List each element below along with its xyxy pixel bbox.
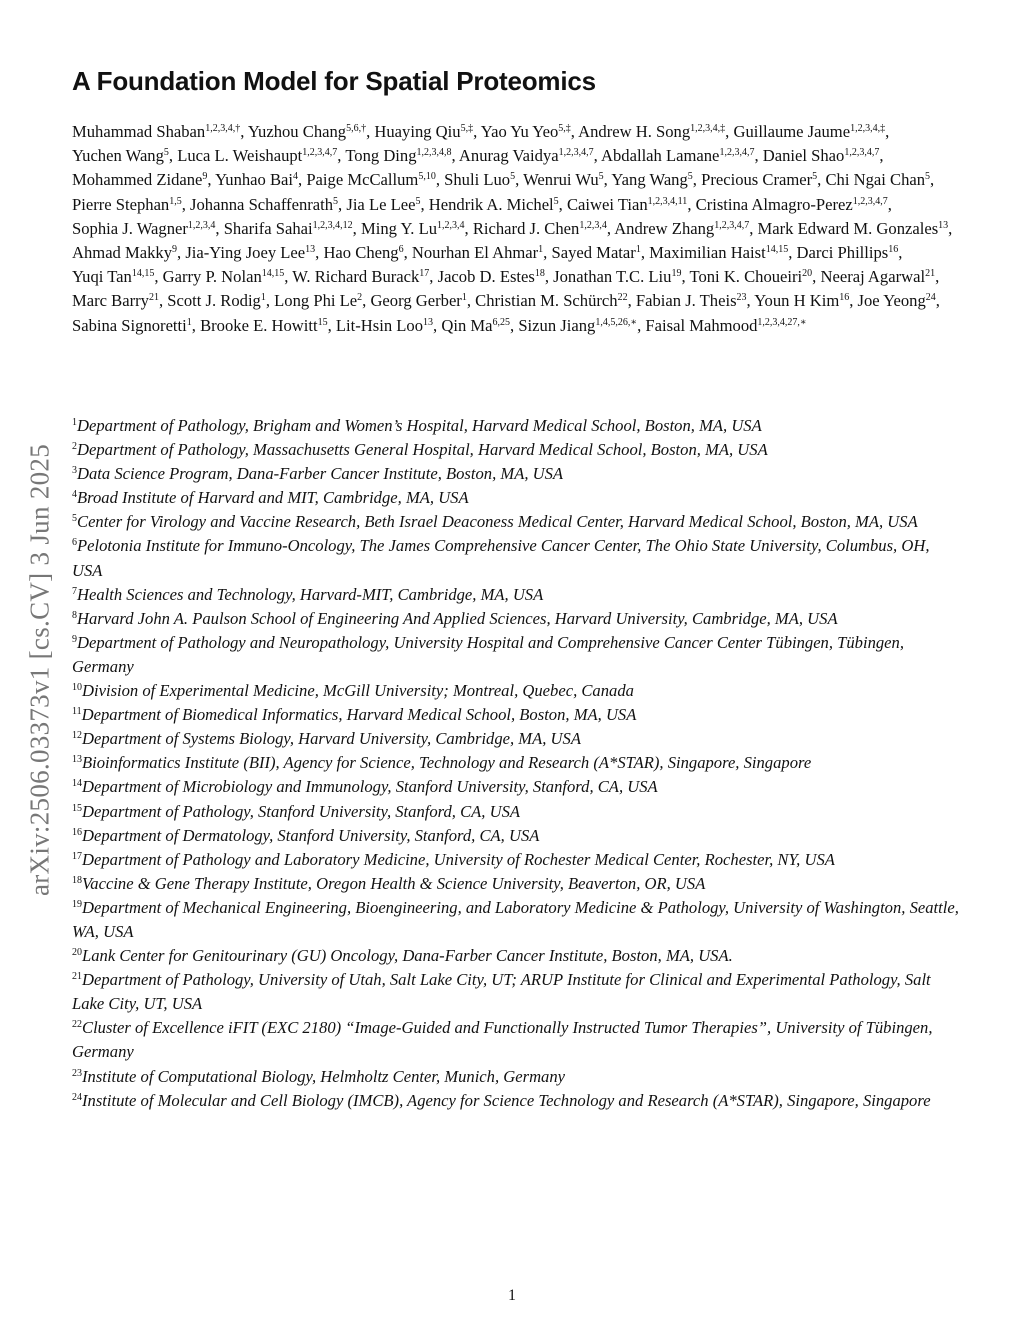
author-affiliation-marks: 5 xyxy=(553,195,559,207)
author: Long Phi Le$^2$, xyxy=(274,291,367,311)
affiliation-number: 10 xyxy=(72,682,82,694)
author xyxy=(645,316,806,335)
author: Qin Ma$^{6,25}$, xyxy=(441,315,515,335)
author-name: Richard J. Chen xyxy=(472,218,580,238)
author: Georg Gerber$^1$, xyxy=(370,291,471,311)
author-affiliation-marks: 1,2,3,4,† xyxy=(205,123,241,134)
author: Wenrui Wu$^5$, xyxy=(523,170,608,190)
author: Mark Edward M. Gonzales$^{13}$, xyxy=(757,218,953,238)
affiliation-text: Department of Biomedical Informatics, Harvard Medical School, Boston, MA, USA xyxy=(81,705,637,725)
author-name: Sophia J. Wagner xyxy=(72,218,188,238)
author-name: Ahmad Makky xyxy=(72,243,173,263)
author: Yang Wang$^5$, xyxy=(611,170,697,190)
author: Sayed Matar$^1$, xyxy=(551,243,645,263)
author-affiliation-marks: 5 xyxy=(687,171,693,183)
author-affiliation-marks: 1 xyxy=(538,244,544,256)
author-name: Jonathan T.C. Liu xyxy=(553,267,672,287)
author-affiliation-marks: 21 xyxy=(148,292,159,304)
author-name: Abdallah Lamane xyxy=(601,146,720,166)
author: Jia Le Lee$^5$, xyxy=(346,194,425,214)
author-name: Caiwei Tian xyxy=(566,194,648,214)
author-name: Jacob D. Estes xyxy=(437,267,535,287)
author-name: Ming Y. Lu xyxy=(360,218,438,238)
author-affiliation-marks: 15 xyxy=(317,316,328,328)
affiliation-number: 16 xyxy=(72,826,82,838)
affiliation-item xyxy=(72,775,962,799)
author-name: Luca L. Weishaupt xyxy=(177,146,303,166)
author-affiliation-marks: 1,2,3,4,7 xyxy=(844,147,880,159)
affiliation-item xyxy=(72,703,962,727)
author-name: Guillaume Jaume xyxy=(733,122,851,141)
affiliation-text: Institute of Computational Biology, Helmholtz Center, Munich, Germany xyxy=(82,1066,566,1086)
author: Muhammad Shaban$^{1,2,3,4,\dagger}$, xyxy=(72,122,245,141)
affiliation-item xyxy=(72,751,962,775)
affiliation-number: 15 xyxy=(72,802,82,814)
author: Ahmad Makky$^9$, xyxy=(72,243,182,263)
author: Yao Yu Yeo$^{5,\ddagger}$, xyxy=(480,122,575,141)
author-name: Marc Barry xyxy=(72,291,149,311)
author-name: Sabina Signoretti xyxy=(72,315,187,335)
author-affiliation-marks: 5 xyxy=(925,171,931,183)
author-name: Yuchen Wang xyxy=(72,146,164,166)
affiliation-number: 5 xyxy=(72,513,77,525)
author-affiliation-marks: 1 xyxy=(186,316,192,328)
author-affiliation-marks: 1,2,3,4,7 xyxy=(558,147,594,159)
affiliation-number: 14 xyxy=(72,778,82,790)
author-name: Pierre Stephan xyxy=(72,194,170,214)
affiliation-text: Health Sciences and Technology, Harvard-MIT, Cambridge, MA, USA xyxy=(77,584,544,604)
affiliation-item xyxy=(72,486,962,510)
author: Christian M. Schürch$^{22}$, xyxy=(475,291,632,311)
affiliation-text: Lank Center for Genitourinary (GU) Oncology, Dana-Farber Cancer Institute, Boston, MA, USA. xyxy=(82,946,733,966)
author: Jonathan T.C. Liu$^{19}$, xyxy=(553,267,686,287)
affiliation-item xyxy=(72,414,962,438)
page-number: 1 xyxy=(508,1287,516,1304)
author: Hao Cheng$^6$, xyxy=(323,243,408,263)
author-name: Neeraj Agarwal xyxy=(820,267,926,287)
author-affiliation-marks: 21 xyxy=(925,268,936,280)
affiliation-text: Department of Systems Biology, Harvard University, Cambridge, MA, USA xyxy=(82,729,581,749)
author: Precious Cramer$^5$, xyxy=(701,170,822,190)
author-name: Fabian J. Theis xyxy=(635,291,737,311)
author-name: Brooke E. Howitt xyxy=(200,315,318,335)
affiliation-text: Vaccine & Gene Therapy Institute, Oregon Health & Science University, Beaverton, OR, USA xyxy=(82,873,706,893)
author-name: Yunhao Bai xyxy=(215,170,294,190)
affiliation-item xyxy=(72,583,962,607)
author-affiliation-marks: 16 xyxy=(839,292,850,304)
author: Pierre Stephan$^{1,5}$, xyxy=(72,194,186,214)
affiliation-item xyxy=(72,607,962,631)
author-affiliation-marks: 1,2,3,4,8 xyxy=(416,147,452,159)
author-name: Mark Edward M. Gonzales xyxy=(757,218,939,238)
author-affiliation-marks: 23 xyxy=(736,292,747,304)
affiliation-number: 9 xyxy=(72,633,77,645)
author: Daniel Shao$^{1,2,3,4,7}$, xyxy=(762,146,884,166)
author: Hendrik A. Michel$^5$, xyxy=(428,194,563,214)
author-affiliation-marks: 5 xyxy=(415,195,421,207)
author-name: Yuqi Tan xyxy=(72,267,132,287)
author: Toni K. Choueiri$^{20}$, xyxy=(689,267,817,287)
author-affiliation-marks: 9 xyxy=(172,244,178,256)
author: Guillaume Jaume$^{1,2,3,4,\ddagger}$, xyxy=(733,122,890,141)
affiliation-text: Department of Pathology, Brigham and Women’s Hospital, Harvard Medical School, Boston, MA, USA xyxy=(77,416,762,435)
author: Mohammed Zidane$^9$, xyxy=(72,170,212,190)
author-name: Garry P. Nolan xyxy=(162,267,262,287)
author-affiliation-marks: 5,6,† xyxy=(346,123,367,134)
author-name: Faisal Mahmood xyxy=(645,315,758,335)
author-affiliation-marks: 6,25 xyxy=(492,316,511,328)
affiliation-number: 6 xyxy=(72,537,77,549)
author-name: Sizun Jiang xyxy=(518,315,596,335)
author: Fabian J. Theis$^{23}$, xyxy=(635,291,751,311)
affiliation-text: Department of Pathology and Laboratory Medicine, University of Rochester Medical Center, Rochester, NY, USA xyxy=(82,849,835,869)
author-name: Darci Phillips xyxy=(796,243,889,263)
author-name: Scott J. Rodig xyxy=(167,291,261,311)
author-affiliation-marks: 5,10 xyxy=(418,171,436,183)
author-name: Lit-Hsin Loo xyxy=(335,315,424,335)
author-affiliation-marks: 1 xyxy=(635,244,641,256)
arxiv-sidebar-stamp xyxy=(22,380,58,960)
affiliation-text: Data Science Program, Dana-Farber Cancer Institute, Boston, MA, USA xyxy=(77,464,564,484)
author-name: Andrew Zhang xyxy=(614,218,715,238)
affiliation-list xyxy=(72,414,962,1113)
author-name: Shuli Luo xyxy=(444,170,511,190)
author-affiliation-marks: 1,2,3,4,7 xyxy=(714,219,750,231)
author-affiliation-marks: 1,5 xyxy=(169,195,182,207)
author-name: Johanna Schaffenrath xyxy=(190,194,334,214)
author-name: Muhammad Shaban xyxy=(72,122,206,141)
author: Caiwei Tian$^{1,2,3,4,11}$, xyxy=(566,194,692,214)
author-name: Chi Ngai Chan xyxy=(825,170,926,190)
author: Shuli Luo$^5$, xyxy=(444,170,520,190)
affiliation-text: Cluster of Excellence iFIT (EXC 2180) “Image-Guided and Functionally Instructed Tumor Therapies”, University of Tübingen, Germany xyxy=(72,1018,933,1062)
author: Maximilian Haist$^{14,15}$, xyxy=(649,243,793,263)
author-affiliation-marks: 18 xyxy=(534,268,545,280)
author-affiliation-marks: 5 xyxy=(163,147,169,159)
author-name: Youn H Kim xyxy=(754,291,840,311)
author: Youn H Kim$^{16}$, xyxy=(754,291,854,311)
author-name: Tong Ding xyxy=(345,146,417,166)
author: Neeraj Agarwal$^{21}$, xyxy=(820,267,940,287)
author-name: Hendrik A. Michel xyxy=(428,194,554,214)
affiliation-number: 19 xyxy=(72,898,82,910)
affiliation-text: Department of Pathology, Massachusetts General Hospital, Harvard Medical School, Boston, MA, USA xyxy=(77,440,768,460)
author-name: Mohammed Zidane xyxy=(72,170,203,190)
affiliation-item xyxy=(72,462,962,486)
affiliation-text: Department of Microbiology and Immunology, Stanford University, Stanford, CA, USA xyxy=(82,777,658,797)
affiliation-text: Department of Pathology, University of Utah, Salt Lake City, UT; ARUP Institute for Clinical and Experimental Pathology, Salt Lake City, UT, USA xyxy=(72,970,931,1014)
author: Yuzhou Chang$^{5,6,\dagger}$, xyxy=(247,122,371,141)
author: Sharifa Sahai$^{1,2,3,4,12}$, xyxy=(223,218,357,238)
author: Lit-Hsin Loo$^{13}$, xyxy=(335,315,438,335)
affiliation-number: 20 xyxy=(72,947,82,959)
affiliation-number: 3 xyxy=(72,465,77,477)
author: Richard J. Chen$^{1,2,3,4}$, xyxy=(472,218,611,238)
affiliation-number: 1 xyxy=(72,417,77,428)
affiliation-text: Institute of Molecular and Cell Biology (IMCB), Agency for Science Technology and Research (A*STAR), Singapore, Singapore xyxy=(82,1090,931,1110)
affiliation-item xyxy=(72,824,962,848)
author: Yunhao Bai$^4$, xyxy=(215,170,303,190)
author-affiliation-marks: 5 xyxy=(812,171,818,183)
author: Luca L. Weishaupt$^{1,2,3,4,7}$, xyxy=(177,146,342,166)
author-list xyxy=(72,120,962,338)
author-name: Yuzhou Chang xyxy=(247,122,347,141)
affiliation-item xyxy=(72,1065,962,1089)
author-affiliation-marks: 1,2,3,4,12 xyxy=(312,219,353,231)
affiliation-text: Department of Pathology, Stanford University, Stanford, CA, USA xyxy=(82,801,521,821)
affiliation-text: Bioinformatics Institute (BII), Agency for Science, Technology and Research (A*STAR), Singapore, Singapore xyxy=(82,753,812,773)
author-affiliation-marks: 19 xyxy=(671,268,682,280)
author-name: Hao Cheng xyxy=(323,243,399,263)
author-name: Joe Yeong xyxy=(857,291,926,311)
author-affiliation-marks: 1,4,5,26,∗ xyxy=(595,316,638,328)
author-affiliation-marks: 14,15 xyxy=(131,268,155,280)
author-name: Paige McCallum xyxy=(306,170,419,190)
author-name: Daniel Shao xyxy=(762,146,845,166)
affiliation-number: 12 xyxy=(72,730,82,742)
author: Jia-Ying Joey Lee$^{13}$, xyxy=(185,243,320,263)
affiliation-item xyxy=(72,896,962,944)
author-affiliation-marks: 5,‡ xyxy=(558,123,571,134)
affiliation-item xyxy=(72,968,962,1016)
author: Nourhan El Ahmar$^1$, xyxy=(411,243,548,263)
affiliation-item xyxy=(72,800,962,824)
author: Andrew H. Song$^{1,2,3,4,\ddagger}$, xyxy=(578,122,730,141)
affiliation-number: 8 xyxy=(72,609,77,621)
author-name: Cristina Almagro-Perez xyxy=(695,194,853,214)
author-affiliation-marks: 1,2,3,4,‡ xyxy=(690,123,726,134)
author-affiliation-marks: 1,2,3,4,7 xyxy=(719,147,755,159)
affiliation-text: Department of Mechanical Engineering, Bioengineering, and Laboratory Medicine & Pathology, University of Washington, Seattle, WA, USA xyxy=(72,897,959,941)
author: Johanna Schaffenrath$^5$, xyxy=(190,194,343,214)
affiliation-number: 17 xyxy=(72,850,82,862)
author: Tong Ding$^{1,2,3,4,8}$, xyxy=(345,146,456,166)
author-affiliation-marks: 1,2,3,4 xyxy=(437,219,465,231)
author: Sophia J. Wagner$^{1,2,3,4}$, xyxy=(72,218,220,238)
author: Yuqi Tan$^{14,15}$, xyxy=(72,267,159,287)
author-name: Jia-Ying Joey Lee xyxy=(185,243,306,263)
affiliation-number: 22 xyxy=(72,1019,82,1031)
affiliation-number: 18 xyxy=(72,874,82,886)
author: Sabina Signoretti$^1$, xyxy=(72,315,196,335)
author-name: Yao Yu Yeo xyxy=(480,122,559,141)
author: Anurag Vaidya$^{1,2,3,4,7}$, xyxy=(458,146,598,166)
author-affiliation-marks: 6 xyxy=(398,244,404,256)
author: Darci Phillips$^{16}$, xyxy=(796,243,903,263)
affiliation-item xyxy=(72,438,962,462)
author-name: Andrew H. Song xyxy=(578,122,691,141)
author: Brooke E. Howitt$^{15}$, xyxy=(200,315,332,335)
author-affiliation-marks: 5 xyxy=(598,171,604,183)
author-affiliation-marks: 1,2,3,4,7 xyxy=(852,195,888,207)
author: Sizun Jiang$^{1,4,5,26,∗}$, xyxy=(518,315,642,335)
author-affiliation-marks: 13 xyxy=(423,316,434,328)
author-name: W. Richard Burack xyxy=(292,267,420,287)
affiliation-number: 21 xyxy=(72,971,82,983)
author-affiliation-marks: 14,15 xyxy=(765,244,789,256)
author-affiliation-marks: 13 xyxy=(938,219,949,231)
author-affiliation-marks: 13 xyxy=(305,244,316,256)
affiliation-number: 2 xyxy=(72,441,77,453)
affiliation-number: 7 xyxy=(72,585,77,597)
author-name: Yang Wang xyxy=(611,170,688,190)
author-affiliation-marks: 17 xyxy=(419,268,430,280)
author-affiliation-marks: 1 xyxy=(461,292,467,304)
paper-title: A Foundation Model for Spatial Proteomics xyxy=(72,66,596,96)
author-affiliation-marks: 1,2,3,4,11 xyxy=(647,195,688,207)
author-affiliation-marks: 5,‡ xyxy=(460,123,474,134)
affiliation-item xyxy=(72,1016,962,1064)
author: Huaying Qiu$^{5,\ddagger}$, xyxy=(374,122,478,141)
affiliation-text: Harvard John A. Paulson School of Engineering And Applied Sciences, Harvard University, Cambridge, MA, USA xyxy=(77,608,838,628)
affiliation-number: 23 xyxy=(72,1067,82,1079)
author-name: Huaying Qiu xyxy=(374,122,461,141)
author-affiliation-marks: 1,2,3,4 xyxy=(579,219,607,231)
affiliation-text: Division of Experimental Medicine, McGill University; Montreal, Quebec, Canada xyxy=(82,681,634,701)
author: Joe Yeong$^{24}$, xyxy=(857,291,940,311)
author-name: Georg Gerber xyxy=(370,291,462,311)
affiliation-item xyxy=(72,679,962,703)
affiliation-text: Department of Pathology and Neuropathology, University Hospital and Comprehensive Cancer Center Tübingen, Tübingen, Germany xyxy=(72,632,904,676)
affiliation-item xyxy=(72,534,962,582)
author-affiliation-marks: 1,2,3,4 xyxy=(187,219,216,231)
affiliation-text: Broad Institute of Harvard and MIT, Cambridge, MA, USA xyxy=(77,488,469,508)
author: Abdallah Lamane$^{1,2,3,4,7}$, xyxy=(601,146,759,166)
affiliation-item xyxy=(72,727,962,751)
author-name: Nourhan El Ahmar xyxy=(411,243,539,263)
author-name: Maximilian Haist xyxy=(649,243,766,263)
author-affiliation-marks: 1,2,3,4,‡ xyxy=(850,123,886,134)
author-affiliation-marks: 16 xyxy=(888,244,899,256)
author-name: Toni K. Choueiri xyxy=(689,267,803,287)
author-name: Wenrui Wu xyxy=(523,170,599,190)
author-name: Long Phi Le xyxy=(274,291,358,311)
author: W. Richard Burack$^{17}$, xyxy=(292,267,434,287)
affiliation-number: 13 xyxy=(72,754,82,766)
author-affiliation-marks: 14,15 xyxy=(261,268,285,280)
author-affiliation-marks: 24 xyxy=(925,292,936,304)
author-affiliation-marks: 4 xyxy=(293,171,299,183)
author: Paige McCallum$^{5,10}$, xyxy=(306,170,440,190)
affiliation-number: 4 xyxy=(72,489,77,501)
author-affiliation-marks: 5 xyxy=(510,171,516,183)
author-name: Qin Ma xyxy=(441,315,493,335)
affiliation-item xyxy=(72,848,962,872)
author: Andrew Zhang$^{1,2,3,4,7}$, xyxy=(614,218,754,238)
affiliation-item xyxy=(72,944,962,968)
affiliation-text: Pelotonia Institute for Immuno-Oncology, The James Comprehensive Cancer Center, The Ohio State University, Columbus, OH, USA xyxy=(72,536,930,580)
author-name: Precious Cramer xyxy=(701,170,813,190)
author-affiliation-marks: 1 xyxy=(260,292,266,304)
author-name: Christian M. Schürch xyxy=(475,291,618,311)
author: Cristina Almagro-Perez$^{1,2,3,4,7}$, xyxy=(695,194,892,214)
author-name: Jia Le Lee xyxy=(346,194,416,214)
author-affiliation-marks: 20 xyxy=(802,268,813,280)
author: Scott J. Rodig$^1$, xyxy=(167,291,271,311)
affiliation-item xyxy=(72,1089,962,1113)
author-affiliation-marks: 1,2,3,4,7 xyxy=(302,147,338,159)
author: Garry P. Nolan$^{14,15}$, xyxy=(162,267,289,287)
author-affiliation-marks: 22 xyxy=(617,292,628,304)
author-affiliation-marks: 5 xyxy=(333,195,339,207)
author-name: Sayed Matar xyxy=(551,243,636,263)
affiliation-text: Center for Virology and Vaccine Research, Beth Israel Deaconess Medical Center, Harvard Medical School, Boston, MA, USA xyxy=(77,512,918,532)
author: Jacob D. Estes$^{18}$, xyxy=(437,267,550,287)
author-name: Anurag Vaidya xyxy=(458,146,559,166)
affiliation-number: 11 xyxy=(72,706,82,718)
affiliation-item xyxy=(72,631,962,679)
author: Ming Y. Lu$^{1,2,3,4}$, xyxy=(360,218,469,238)
author-affiliation-marks: 1,2,3,4,27,∗ xyxy=(757,316,807,328)
author-name: Sharifa Sahai xyxy=(223,218,313,238)
author: Marc Barry$^{21}$, xyxy=(72,291,164,311)
arxiv-identifier: arXiv:2506.03373v1 [cs.CV] 3 Jun 2025 xyxy=(24,443,55,897)
author-affiliation-marks: 9 xyxy=(202,171,208,183)
affiliation-text: Department of Dermatology, Stanford University, Stanford, CA, USA xyxy=(82,825,540,845)
affiliation-number: 24 xyxy=(72,1091,82,1103)
author-affiliation-marks: 2 xyxy=(357,292,363,304)
author: Chi Ngai Chan$^5$, xyxy=(825,170,935,190)
author: Yuchen Wang$^5$, xyxy=(72,146,174,166)
affiliation-item xyxy=(72,872,962,896)
affiliation-item xyxy=(72,510,962,534)
